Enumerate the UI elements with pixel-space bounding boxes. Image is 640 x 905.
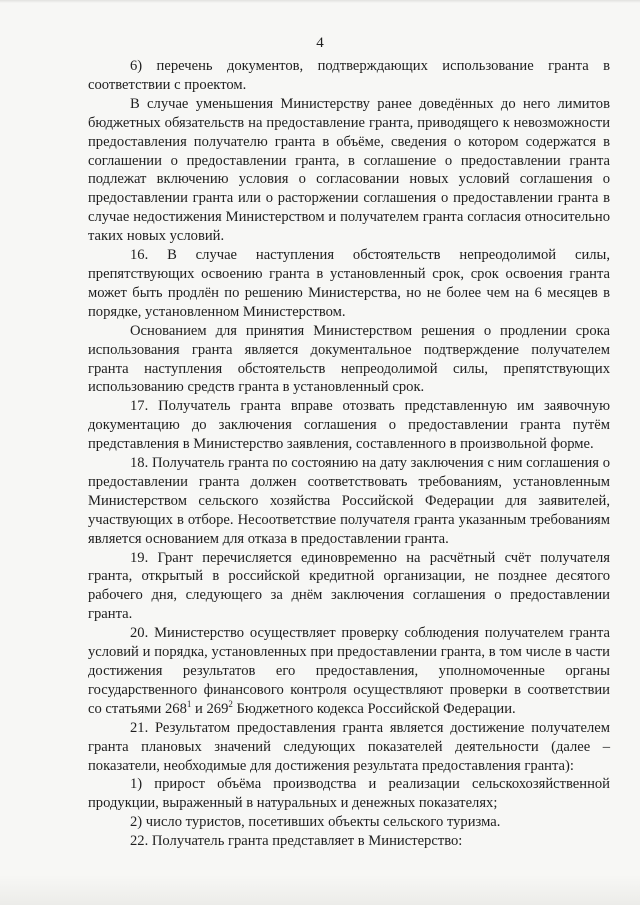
paragraph-20-mid: и 269: [191, 700, 229, 717]
paragraph-limits-reduction: В случае уменьшения Министерству ранее доведённых до него лимитов бюджетных обязательств на предоставление гранта, приводящего к невозможности предоставления получателю гранта в объёме, сведения о котором содержатся в соглашении о предоставлении гранта, в соглашение о предоставлении гранта подлежат включению условия о согласовании новых условий соглашения о предоставлении гранта или о расторжении соглашения о предоставлении гранта в случае недостижения Министерством и получателем гранта согласия относительно таких новых условий.: [88, 95, 610, 245]
paragraph-18: 18. Получатель гранта по состоянию на дату заключения с ним соглашения о предоставлении гранта должен соответствовать требованиям, установленным Министерством сельского хозяйства Российской Федерации для заявителей, участвующих в отборе. Несоответствие получателя гранта указанным требованиям является основанием для отказа в предоставлении гранта.: [88, 455, 610, 547]
footnote-superscript-2: 2: [228, 698, 233, 709]
paragraph-20-tail: Бюджетного кодекса Российской Федерации.: [232, 700, 516, 717]
scan-edge-top: [0, 0, 640, 3]
paragraph-21: 21. Результатом предоставления гранта является достижение получателем гранта плановых значений следующих показателей деятельности (далее – показатели, необходимые для достижения результата предоставления гранта):: [88, 719, 610, 774]
paragraph-item-6: 6) перечень документов, подтверждающих использование гранта в соответствии с проектом.: [88, 58, 610, 93]
paragraph-16: 16. В случае наступления обстоятельств непреодолимой силы, препятствующих освоению гранта в установленный срок, срок освоения гранта может быть продлён по решению Министерства, но не более чем на 6 месяцев в порядке, установленном Министерством.: [88, 247, 610, 320]
paragraph-21-item-1: 1) прирост объёма производства и реализации сельскохозяйственной продукции, выраженный в натуральных и денежных показателях;: [88, 776, 610, 812]
page-number: 4: [316, 35, 324, 51]
paragraph-19: 19. Грант перечисляется единовременно на расчётный счёт получателя гранта, открытый в российской кредитной организации, не позднее десятого рабочего дня, следующего за днём заключения соглашения о предоставлении гранта.: [88, 549, 610, 623]
paragraph-17: 17. Получатель гранта вправе отозвать представленную им заявочную документацию до заключения соглашения о предоставлении гранта путём представления в Министерство заявления, составленного в произвольной форме.: [88, 398, 610, 453]
paragraph-20-text: 20. Министерство осуществляет проверку соблюдения получателем гранта условий и порядка, установленных при предоставлении гранта, в том числе в части достижения результатов его предоставления, уполномоченные органы государственного финансового контроля осуществляют проверки в соответствии со статьями 268: [88, 625, 610, 717]
scan-edge-bottom: [0, 875, 640, 905]
footnote-superscript-1: 1: [186, 698, 192, 709]
paragraph-22: 22. Получатель гранта представляет в Министерство:: [130, 833, 463, 850]
paragraph-extension-basis: Основанием для принятия Министерством решения о продлении срока использования гранта является документальное подтверждение получателем гранта наступления обстоятельств непреодолимой силы, препятствующих использованию средств гранта в установленный срок.: [88, 322, 610, 396]
paragraph-21-item-2: 2) число туристов, посетивших объекты сельского туризма.: [130, 814, 501, 831]
paragraph-20: [88, 624, 610, 719]
document-body: [88, 57, 610, 851]
